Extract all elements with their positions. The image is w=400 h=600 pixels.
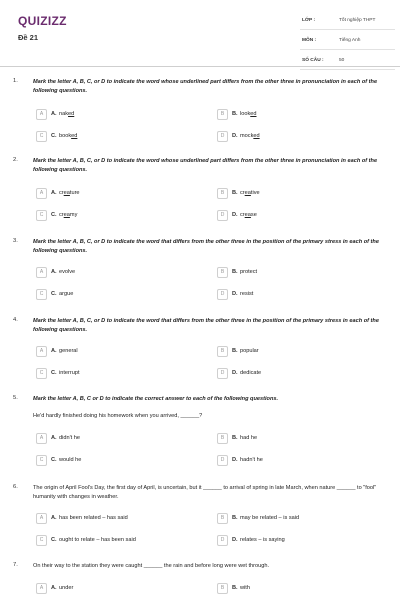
worksheet-header (0, 0, 400, 67)
option-letter-box: C (36, 368, 47, 379)
option-letter-box: D (217, 131, 228, 142)
option-text: may be related – is said (240, 515, 300, 521)
quizizz-logo: QUIZIZZ (18, 14, 67, 28)
option-text: evolve (59, 269, 76, 275)
option-text: didn't he (59, 435, 80, 441)
question-instruction: Mark the letter A, B, C, or D to indicate the word whose underlined part differs from the other three in pronunciation in each of the following questions. (33, 79, 378, 94)
question-number: 7. (13, 562, 18, 568)
option-letter-box: C (36, 455, 47, 466)
meta-row-class (300, 16, 395, 30)
option-letter-box: D (217, 368, 228, 379)
question-stem: On their way to the station they were caught ______ the rain and before long were wet through. (33, 563, 270, 569)
question-number: 6. (13, 484, 18, 490)
option-text: popular (240, 348, 259, 354)
option-text: had he (240, 435, 258, 441)
meta-table (300, 16, 395, 76)
question-instruction: Mark the letter A, B, C, or D to indicate the word that differs from the other three in the position of the primary stress in each of the following questions. (33, 239, 379, 254)
option-text: has been related – has said (59, 515, 128, 521)
option-letter-box: B (217, 267, 228, 278)
option-letter-box: B (217, 513, 228, 524)
option-text: relates – is saying (240, 537, 285, 543)
option-letter-box: D (217, 535, 228, 546)
option-letter-box: A (36, 267, 47, 278)
option-letter-box: A (36, 513, 47, 524)
option-letter-box: A (36, 433, 47, 444)
question-number: 4. (13, 317, 18, 323)
option-letter-box: D (217, 455, 228, 466)
option-text: interrupt (59, 370, 80, 376)
option-letter-box: A (36, 583, 47, 594)
option-text: crease (240, 212, 257, 218)
option-text: general (59, 348, 78, 354)
question-instruction: Mark the letter A, B, C or D to indicate the correct answer to each of the following questions. (33, 396, 279, 402)
option-letter-box: C (36, 289, 47, 300)
option-text: mocked (240, 133, 260, 139)
question-stem: He'd hardly finished doing his homework when you arrived, ______? (33, 413, 203, 419)
test-title: Đề 21 (18, 33, 39, 42)
question-number: 2. (13, 157, 18, 163)
option-text: hadn't he (240, 457, 263, 463)
meta-label: MÔN : (302, 38, 317, 43)
question-number: 1. (13, 78, 18, 84)
question-number: 3. (13, 238, 18, 244)
option-letter-box: C (36, 131, 47, 142)
option-letter-box: C (36, 535, 47, 546)
option-text: creative (240, 190, 260, 196)
option-letter-box: B (217, 433, 228, 444)
option-letter-box: B (217, 346, 228, 357)
option-text: ought to relate – has been said (59, 537, 136, 543)
option-text: naked (59, 111, 75, 117)
meta-row-count (300, 56, 395, 70)
option-letter-box: B (217, 188, 228, 199)
option-text: under (59, 585, 74, 591)
option-text: resist (240, 291, 254, 297)
option-text: creamy (59, 212, 78, 218)
meta-value: Tiếng Anh (339, 38, 361, 43)
question-instruction: Mark the letter A, B, C, or D to indicate the word whose underlined part differs from the other three in pronunciation in each of the following questions. (33, 158, 378, 173)
option-letter-box: A (36, 109, 47, 120)
option-letter-box: A (36, 188, 47, 199)
question-instruction: Mark the letter A, B, C, or D to indicate the word that differs from the other three in the position of the primary stress in each of the following questions. (33, 318, 379, 333)
option-text: argue (59, 291, 74, 297)
option-text: protect (240, 269, 258, 275)
option-text: with (240, 585, 250, 591)
question-stem: The origin of April Fool's Day, the first day of April, is uncertain, but it ______ to arrival of spring in late March, when nature ______ to "fool" humanity with changes in weather. (33, 485, 377, 500)
option-text: looked (240, 111, 257, 117)
option-text: dedicate (240, 370, 262, 376)
meta-value: Tốt nghiệp THPT (339, 18, 376, 23)
option-letter-box: C (36, 210, 47, 221)
meta-value: 50 (339, 58, 345, 63)
option-letter-box: D (217, 289, 228, 300)
option-letter-box: B (217, 109, 228, 120)
meta-label: LỚP : (302, 18, 316, 23)
option-letter-box: D (217, 210, 228, 221)
question-number: 5. (13, 395, 18, 401)
meta-row-subject (300, 36, 395, 50)
option-letter-box: A (36, 346, 47, 357)
meta-label: SỐ CÂU : (302, 58, 324, 63)
option-text: creature (59, 190, 80, 196)
option-letter-box: B (217, 583, 228, 594)
option-text: booked (59, 133, 78, 139)
option-text: would he (59, 457, 82, 463)
